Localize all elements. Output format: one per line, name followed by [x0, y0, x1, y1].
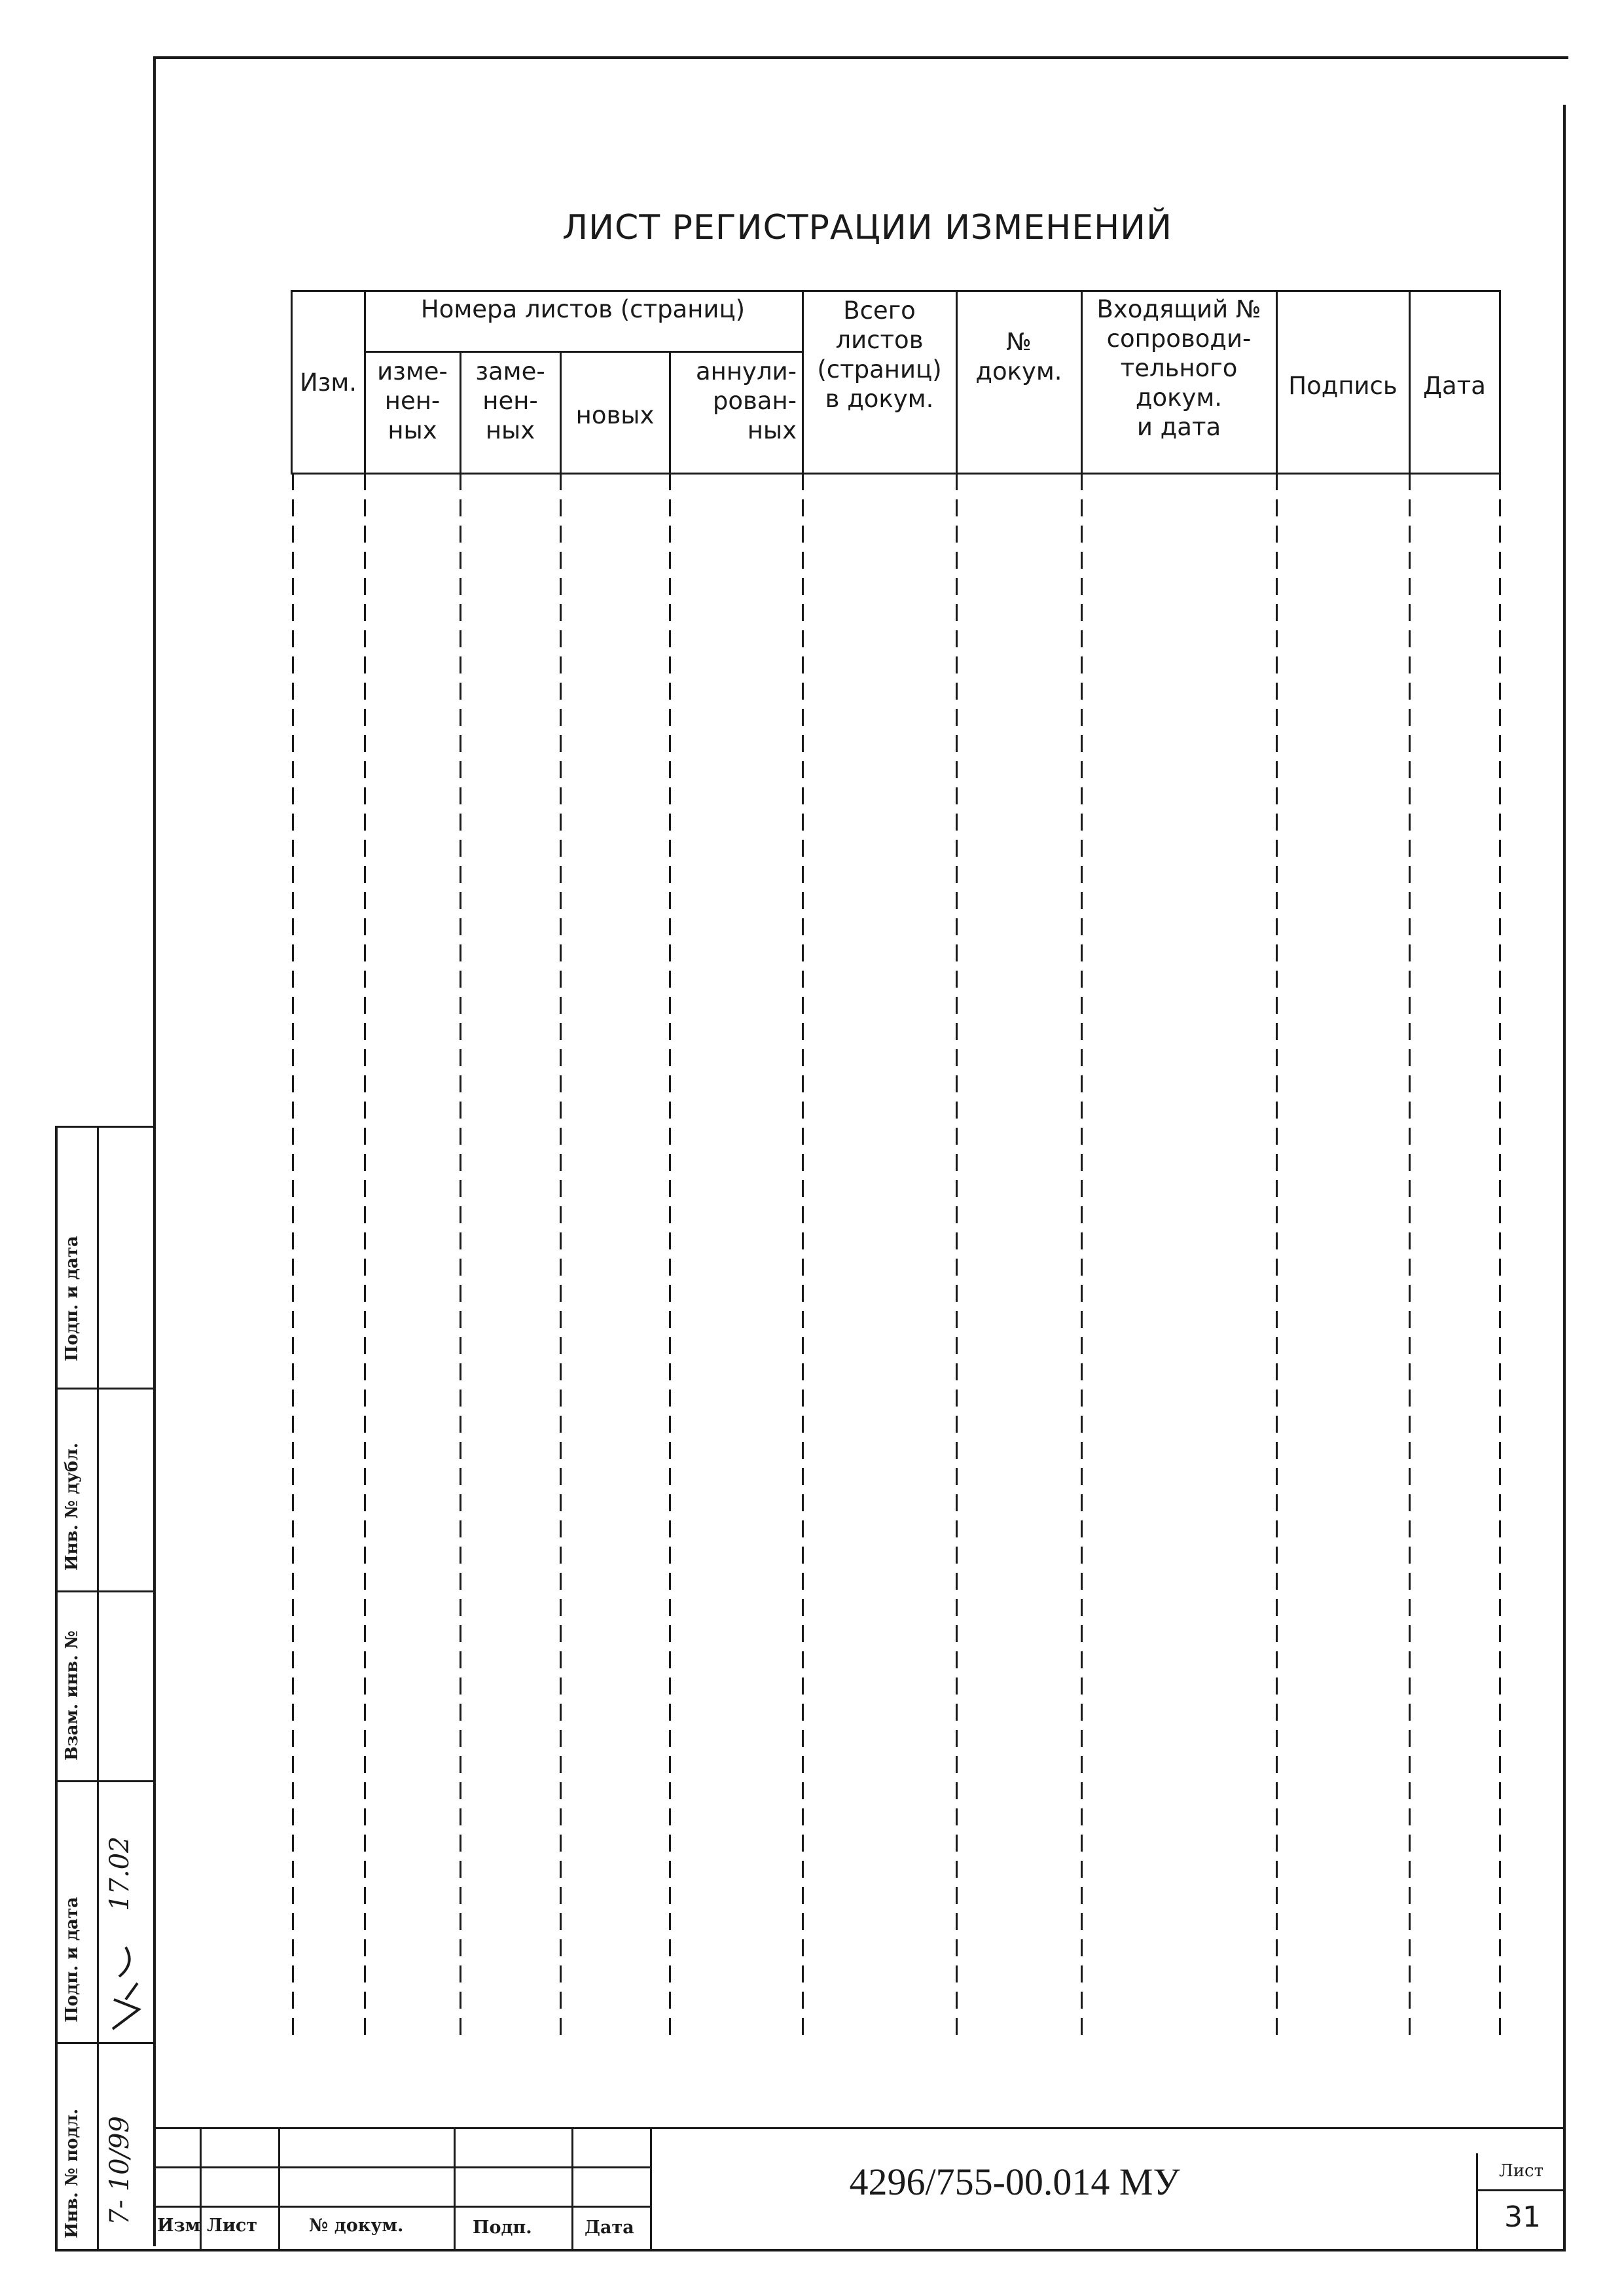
side-stamp-div-3 [55, 1780, 154, 1782]
sheet-number: 31 [1504, 2200, 1541, 2234]
frame-left [153, 56, 156, 2246]
side-stamp-div-1 [55, 1388, 154, 1390]
col-line-6-body [956, 473, 958, 2037]
col-line-8-body [1276, 473, 1278, 2037]
tb-v-2 [278, 2127, 280, 2251]
tb-label-data: Дата [585, 2217, 634, 2238]
tb-v-5 [650, 2127, 652, 2251]
frame-right [1563, 105, 1566, 2251]
frame-bottom [55, 2249, 1566, 2251]
side-stamp-top [55, 1126, 154, 1128]
header-izm: Изм. [299, 368, 357, 397]
col-line-7-body [1081, 473, 1083, 2037]
tb-label-list: Лист [207, 2215, 258, 2236]
col-line-1-body [364, 473, 366, 2037]
col-line-4-body [669, 473, 671, 2037]
tb-label-izm: Изм [157, 2215, 201, 2236]
header-annulirovannyh: аннули- рован- ных [696, 357, 797, 444]
header-izmenennyh: изме- нен- ных [377, 357, 448, 444]
header-nomer-dokum: № докум. [975, 328, 1062, 386]
col-line-5-body [802, 473, 804, 2037]
header-bottom-border [291, 473, 1499, 475]
col-line-3-body [560, 473, 562, 2037]
handwritten-signature [99, 1937, 152, 2036]
document-number: 4296/755-00.014 МУ [849, 2161, 1180, 2203]
header-zamenennyh: заме- нен- ных [475, 357, 545, 444]
table-top-border [291, 290, 1499, 292]
tb-top [154, 2127, 1564, 2129]
side-label-podp-data-top: Подп. и дата [62, 1236, 82, 1361]
col-line-10 [1499, 290, 1501, 473]
side-stamp-div-2 [55, 1590, 154, 1592]
side-label-podp-data-bottom: Подп. и дата [62, 1897, 82, 2022]
header-novyh: новых [575, 401, 655, 429]
group-header-divider [364, 351, 802, 353]
page-title: ЛИСТ РЕГИСТРАЦИИ ИЗМЕНЕНИЙ [562, 208, 1172, 247]
side-label-inv-podl: Инв. № подл. [62, 2108, 82, 2238]
col-line-9-body [1409, 473, 1411, 2037]
side-stamp-div-4 [55, 2042, 154, 2044]
side-label-inv-dubl: Инв. № дубл. [62, 1443, 82, 1571]
header-vsego: Всего листов (страниц) в докум. [817, 296, 942, 413]
header-data: Дата [1423, 372, 1486, 400]
tb-label-podp: Подп. [473, 2217, 532, 2238]
col-line-0-body [292, 473, 294, 2037]
tb-v-4 [571, 2127, 573, 2251]
side-stamp-outer-left [55, 1126, 58, 2251]
tb-label-n-dokum: № докум. [309, 2215, 404, 2236]
frame-top [154, 56, 1568, 59]
tb-v-sheet [1476, 2153, 1478, 2251]
tb-row-2 [154, 2206, 652, 2208]
handwritten-inv-value: 7- 10/99 [105, 2116, 135, 2225]
tb-sheet-divider [1476, 2189, 1564, 2191]
side-label-vzam-inv: Взам. инв. № [62, 1630, 82, 1761]
header-podpis: Подпись [1288, 372, 1398, 400]
sheet-label: Лист [1499, 2161, 1543, 2181]
header-group-sheet-numbers: Номера листов (страниц) [420, 295, 746, 323]
col-line-2-body [460, 473, 461, 2037]
header-vhodyashiy: Входящий № сопроводи- тельного докум. и дата [1096, 295, 1261, 441]
col-line-10-body [1499, 473, 1501, 2037]
handwritten-date-value: 17.02 [105, 1836, 135, 1911]
side-stamp-inner [97, 1126, 99, 2251]
tb-v-3 [454, 2127, 456, 2251]
tb-row-1 [154, 2166, 652, 2168]
